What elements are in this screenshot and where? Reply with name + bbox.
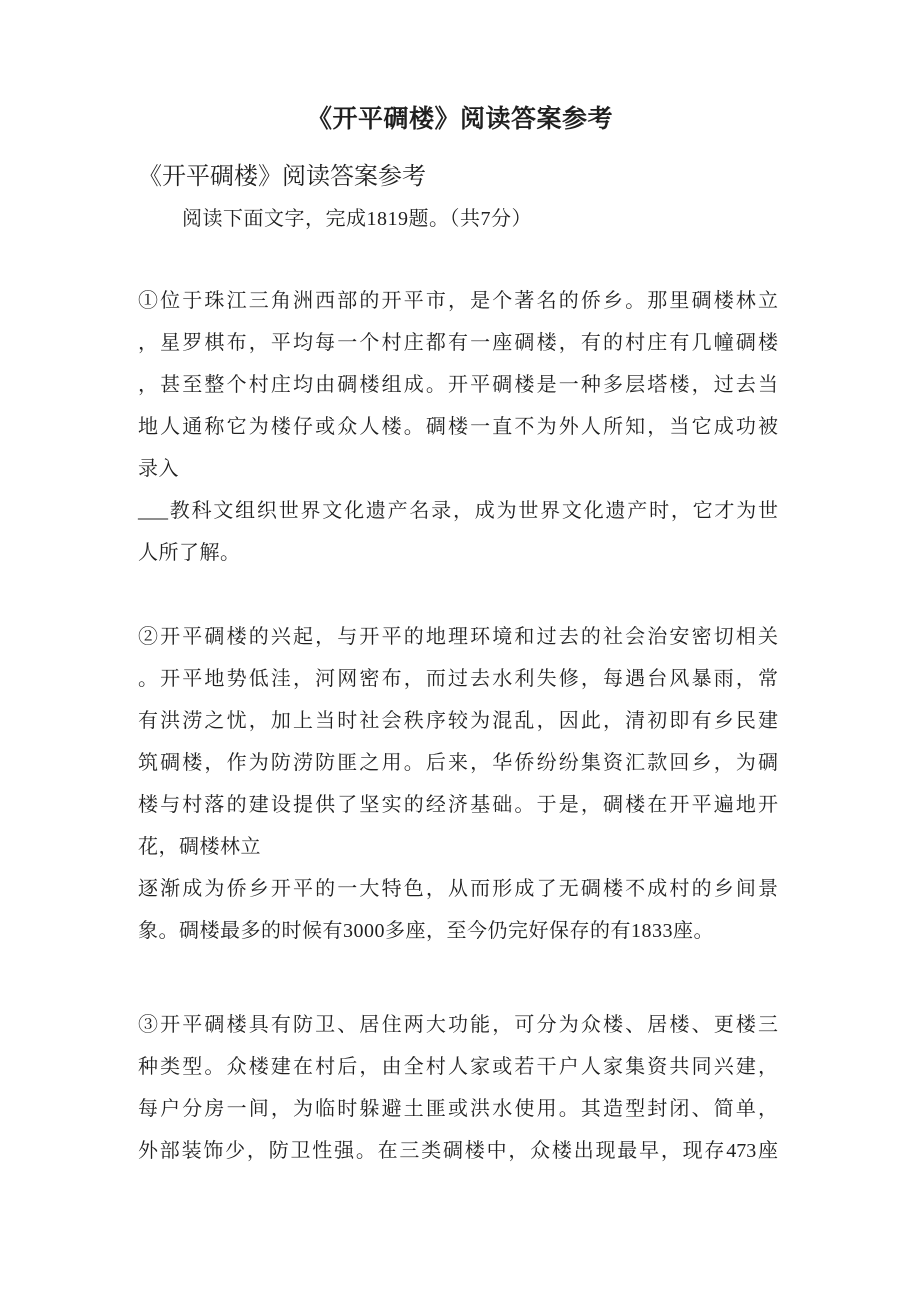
text-line: 种类型。众楼建在村后，由全村人家或若干户人家集资共同兴建，: [138, 1056, 778, 1078]
text-line: 有洪涝之忧，加上当时社会秩序较为混乱，因此，清初即有乡民建: [138, 710, 778, 732]
paragraph-2: [138, 616, 778, 952]
text-line: 每户分房一间，为临时躲避土匪或洪水使用。其造型封闭、简单，: [138, 1098, 778, 1120]
text-line: 象。碉楼最多的时候有3000多座，至今仍完好保存的有1833座。: [138, 920, 714, 942]
document-subtitle: 《开平碉楼》阅读答案参考: [138, 164, 426, 190]
text-line: 外部装饰少，防卫性强。在三类碉楼中，众楼出现最早，现存473座: [138, 1140, 778, 1162]
document-title: 《开平碉楼》阅读答案参考: [306, 106, 613, 133]
text-line: 地人通称它为楼仔或众人楼。碉楼一直不为外人所知，当它成功被: [138, 416, 778, 438]
text-line: 逐渐成为侨乡开平的一大特色，从而形成了无碉楼不成村的乡间景: [138, 878, 778, 900]
intro-line: 阅读下面文字，完成1819题。（共7分）: [182, 208, 532, 230]
text-line: 花，碉楼林立: [138, 836, 261, 858]
text-line: 筑碉楼，作为防涝防匪之用。后来，华侨纷纷集资汇款回乡，为碉: [138, 752, 778, 774]
text-line: ___教科文组织世界文化遗产名录，成为世界文化遗产时，它才为世: [138, 500, 778, 522]
text-line: 录入: [138, 458, 179, 480]
text-line: ，甚至整个村庄均由碉楼组成。开平碉楼是一种多层塔楼，过去当: [138, 374, 778, 396]
text-line: ③开平碉楼具有防卫、居住两大功能，可分为众楼、居楼、更楼三: [138, 1014, 778, 1036]
text-line: ②开平碉楼的兴起，与开平的地理环境和过去的社会治安密切相关: [138, 626, 778, 648]
document-body: [138, 156, 778, 1172]
text-line: ①位于珠江三角洲西部的开平市，是个著名的侨乡。那里碉楼林立: [138, 290, 778, 312]
paragraph-1: [138, 280, 778, 574]
text-line: 人所了解。: [138, 542, 241, 564]
paragraph-3: [138, 1004, 778, 1172]
text-line: ，星罗棋布，平均每一个村庄都有一座碉楼，有的村庄有几幢碉楼: [138, 332, 778, 354]
text-line: 。开平地势低洼，河网密布，而过去水利失修，每遇台风暴雨，常: [138, 668, 778, 690]
text-line: 楼与村落的建设提供了坚实的经济基础。于是，碉楼在开平遍地开: [138, 794, 778, 816]
